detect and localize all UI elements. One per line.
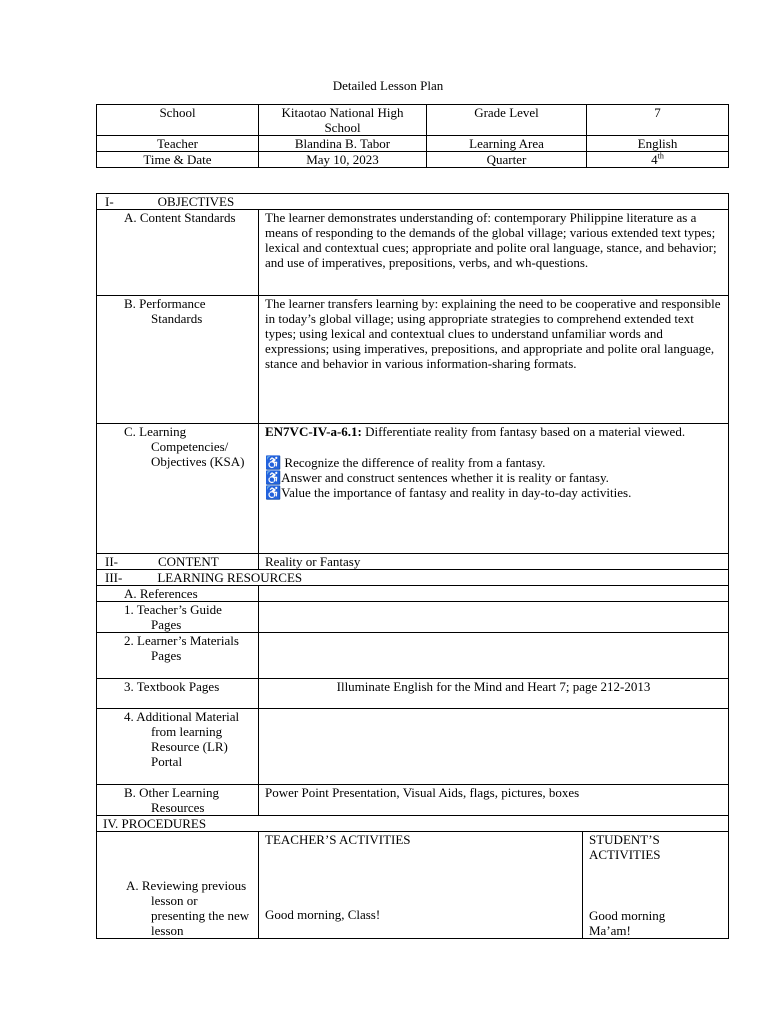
performance-standards-row (97, 296, 729, 424)
time-label: Time & Date (97, 152, 259, 168)
performance-standards-text: The learner transfers learning by: explaining the need to be cooperative and responsible in today’s global village; using appropriate strategies to comprehend extended text types; using lexical and contextual clues to understand unfamiliar words and expressions; using imperatives, prepositions, and appropriate and polite oral language, stance and behavior in various information-sharing formats. (259, 296, 729, 424)
textbook-value: Illuminate English for the Mind and Heart 7; page 212-2013 (259, 679, 729, 709)
lesson-plan-table (96, 193, 729, 939)
area-value: English (587, 136, 729, 152)
other-resources-label: B. Other Learning Resources (97, 785, 259, 816)
competency-text: Differentiate reality from fantasy based on a material viewed. (361, 424, 686, 439)
competencies-cell (259, 424, 729, 554)
quarter-value (587, 152, 729, 168)
area-label: Learning Area (427, 136, 587, 152)
resources-heading (97, 570, 729, 586)
school-label: School (97, 105, 259, 136)
lesson-info-table (96, 104, 729, 168)
textbook-row (97, 679, 729, 709)
teacher-value: Blandina B. Tabor (259, 136, 427, 152)
objective-bullet: ♿Answer and construct sentences whether it is reality or fantasy. (265, 470, 609, 485)
competencies-label: C. Learning Competencies/ Objectives (KSA) (97, 424, 259, 554)
teachers-guide-value (259, 602, 729, 633)
teachers-guide-label: 1. Teacher’s Guide Pages (97, 602, 259, 633)
content-num: II- (105, 554, 118, 569)
content-heading (97, 554, 259, 570)
student-activities-cell (583, 832, 729, 939)
other-resources-value: Power Point Presentation, Visual Aids, flags, pictures, boxes (259, 785, 729, 816)
procedures-heading-row (97, 816, 729, 832)
additional-material-row (97, 709, 729, 785)
references-row (97, 586, 729, 602)
teacher-label: Teacher (97, 136, 259, 152)
references-label: A. References (97, 586, 259, 602)
learners-materials-value (259, 633, 729, 679)
competencies-row (97, 424, 729, 554)
objective-bullet: ♿Value the importance of fantasy and reality in day-to-day activities. (265, 485, 632, 500)
other-resources-row (97, 785, 729, 816)
info-row-teacher (97, 136, 729, 152)
textbook-label: 3. Textbook Pages (97, 679, 259, 709)
content-row (97, 554, 729, 570)
objectives-label: OBJECTIVES (157, 194, 235, 209)
objectives-heading (97, 194, 729, 210)
teacher-activity-text: Good morning, Class! (265, 907, 381, 922)
info-row-school (97, 105, 729, 136)
teacher-activities-header: TEACHER’S ACTIVITIES (265, 832, 411, 847)
content-standards-row (97, 210, 729, 296)
resources-label: LEARNING RESOURCES (157, 570, 303, 585)
additional-material-label: 4. Additional Material from learning Resource (LR) Portal (97, 709, 259, 785)
additional-material-value (259, 709, 729, 785)
resources-heading-row (97, 570, 729, 586)
grade-value: 7 (587, 105, 729, 136)
content-value: Reality or Fantasy (259, 554, 729, 570)
content-label: CONTENT (158, 554, 219, 569)
performance-standards-label: B. Performance Standards (97, 296, 259, 424)
procedures-heading: IV. PROCEDURES (97, 816, 729, 832)
teacher-activities-cell (259, 832, 583, 939)
objective-bullet: ♿ Recognize the difference of reality from a fantasy. (265, 455, 546, 470)
quarter-number: 4 (651, 152, 658, 167)
school-value: Kitaotao National High School (259, 105, 427, 136)
quarter-suffix: th (657, 151, 664, 161)
teachers-guide-row (97, 602, 729, 633)
student-activities-header: STUDENT’S ACTIVITIES (589, 832, 661, 862)
objectives-heading-row (97, 194, 729, 210)
time-value: May 10, 2023 (259, 152, 427, 168)
page-title: Detailed Lesson Plan (332, 78, 444, 93)
objectives-num: I- (105, 194, 114, 209)
resources-num: III- (105, 570, 123, 585)
info-row-time (97, 152, 729, 168)
grade-label: Grade Level (427, 105, 587, 136)
competency-code: EN7VC-IV-a-6.1: (265, 424, 362, 439)
learners-materials-row (97, 633, 729, 679)
procedure-step-label: A. Reviewing previous lesson or presenting the new lesson (97, 832, 259, 939)
procedures-row (97, 832, 729, 939)
content-standards-label: A. Content Standards (97, 210, 259, 296)
student-activity-text: Good morning Ma’am! (589, 908, 666, 938)
content-standards-text: The learner demonstrates understanding of: contemporary Philippine literature as a means of responding to the demands of the global village; various extended text types; lexical and contextual cues; appropriate and polite oral language, stance, and behavior; and use of imperatives, prepositions, verbs, and wh-questions. (259, 210, 729, 296)
learners-materials-label: 2. Learner’s Materials Pages (97, 633, 259, 679)
quarter-label: Quarter (427, 152, 587, 168)
references-value (259, 586, 729, 602)
